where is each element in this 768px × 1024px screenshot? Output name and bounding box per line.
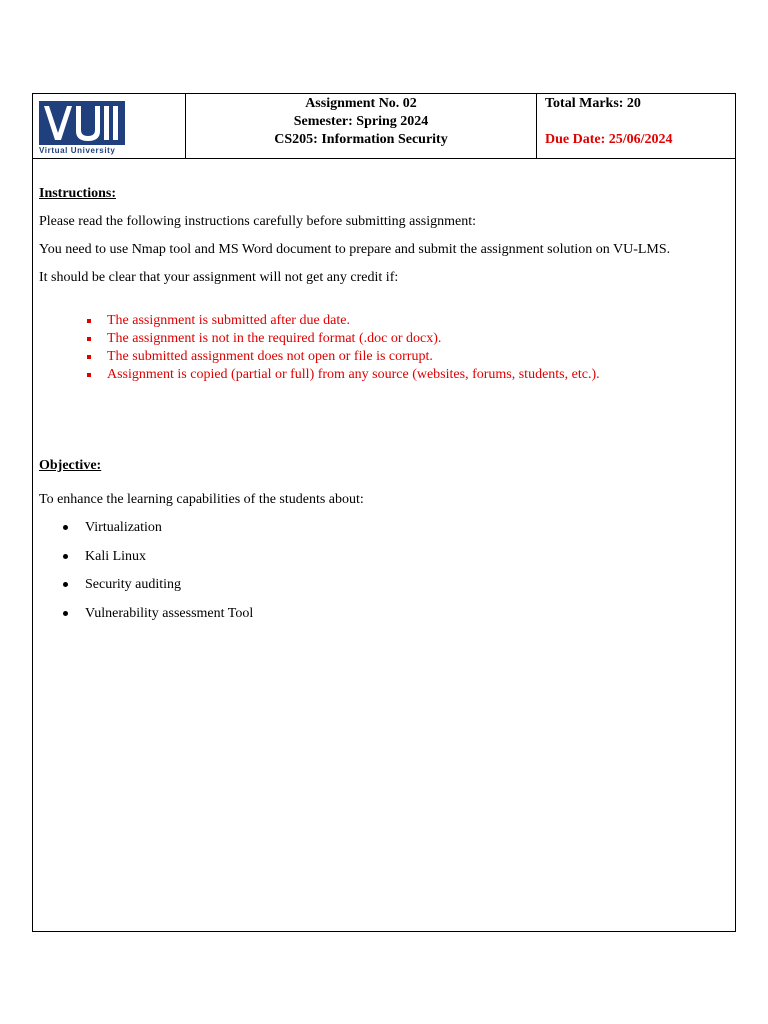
square-bullet-icon (87, 355, 91, 359)
course-title: CS205: Information Security (274, 132, 448, 147)
square-bullet-icon (87, 373, 91, 377)
list-item (61, 518, 729, 538)
semester-label: Semester: Spring 2024 (293, 114, 429, 129)
logo-caption: Virtual University (39, 146, 116, 155)
condition-text: The submitted assignment does not open or file is corrupt. (107, 349, 433, 364)
total-marks: Total Marks: 20 (545, 96, 641, 111)
assignment-title-cell (186, 94, 537, 158)
objective-text: Virtualization (85, 520, 162, 535)
university-logo (39, 101, 125, 157)
objective-text: Security auditing (85, 577, 182, 592)
bullet-icon (63, 554, 68, 559)
list-item (61, 547, 729, 567)
instruction-line: You need to use Nmap tool and MS Word document to prepare and submit the assignment solution on VU-LMS. (39, 242, 671, 257)
assignment-number: Assignment No. 02 (305, 96, 417, 111)
credit-conditions-list (39, 312, 729, 384)
instructions-heading: Instructions: (39, 186, 117, 201)
square-bullet-icon (87, 337, 91, 341)
objective-list (39, 518, 729, 624)
document-frame (32, 93, 736, 932)
bullet-icon (63, 611, 68, 616)
objective-text: Vulnerability assessment Tool (85, 605, 254, 621)
instruction-line: It should be clear that your assignment will not get any credit if: (39, 270, 399, 285)
condition-text: Assignment is copied (partial or full) from any source (websites, forums, students, etc.). (107, 367, 600, 382)
instruction-line: Please read the following instructions carefully before submitting assignment: (39, 214, 477, 229)
condition-text: The assignment is submitted after due date. (107, 313, 350, 328)
document-body (39, 184, 729, 632)
bullet-icon (63, 525, 68, 530)
objective-heading: Objective: (39, 458, 102, 473)
list-item (83, 330, 729, 348)
logo-cell (33, 94, 186, 158)
due-date: Due Date: 25/06/2024 (545, 132, 673, 147)
objective-text: Kali Linux (85, 548, 147, 564)
bullet-icon (63, 582, 68, 587)
list-item (83, 366, 729, 384)
square-bullet-icon (87, 319, 91, 323)
header-table (33, 94, 735, 159)
list-item (61, 575, 729, 595)
list-item (83, 348, 729, 366)
list-item (83, 312, 729, 330)
list-item (61, 604, 729, 624)
marks-cell (537, 94, 735, 158)
objective-intro: To enhance the learning capabilities of the students about: (39, 492, 364, 507)
condition-text: The assignment is not in the required format (.doc or docx). (107, 331, 442, 346)
vu-logo-icon (39, 101, 125, 145)
vu-logo-lettering (42, 103, 122, 143)
